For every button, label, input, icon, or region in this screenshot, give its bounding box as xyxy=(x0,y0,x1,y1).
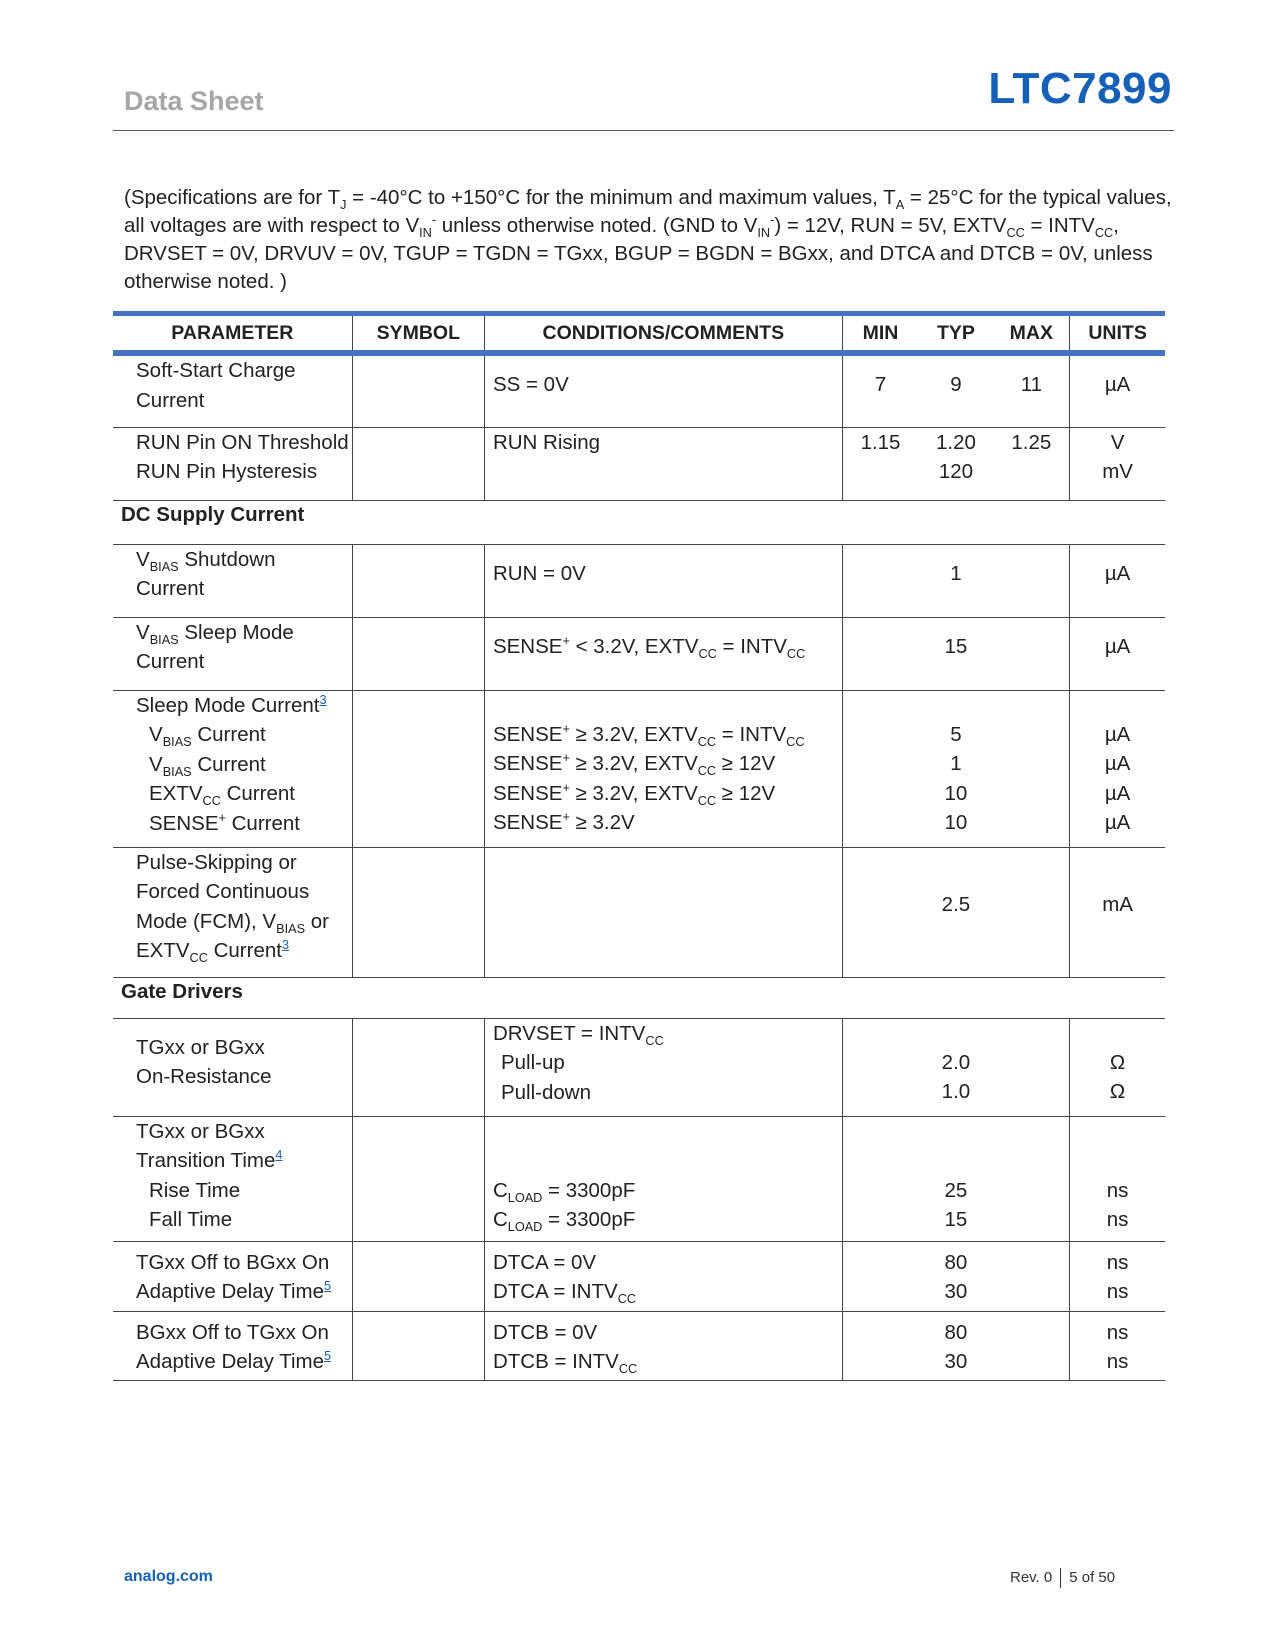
page-info xyxy=(1010,1568,1115,1588)
max-cell xyxy=(994,847,1070,977)
specification-conditions: (Specifications are for $T_J = -40^\circ C$ to +150°C for the minimum and maximum values, $T_A = 25^\circ C$ for the typical values, all voltages are with respect to $V_{IN}^-$ unless otherwise noted. (GND to $V_{IN}^-) = 12V$, RUN = 5V, $EXTV_{CC}$ = $INTV_{CC}$, DRVSET = 0V, DRVUV = 0V, TGUP = TGDN = TGxx, BGUP = BGDN = BGxx, and DTCA and DTCB = 0V, unless otherwise noted. ) xyxy=(124,186,1172,293)
units-cell: µA xyxy=(1070,617,1165,690)
header-divider xyxy=(113,130,1174,131)
max-cell xyxy=(994,1241,1070,1311)
footnote-link[interactable]: 3 xyxy=(319,691,327,707)
page-number: 5 of 50 xyxy=(1069,1568,1116,1586)
param-cell: Sleep Mode Current$^3$ $V_{BIAS}$ Current $V_{BIAS}$ Current $EXTV_{CC}$ Current SENSE+ Current xyxy=(113,690,352,847)
typ-cell: 5 1 10 10 xyxy=(918,690,993,847)
min-cell: 1.15 xyxy=(842,427,918,500)
units-cell: V mV xyxy=(1070,427,1165,500)
param-cell: TGxx or BGxx On-Resistance xyxy=(113,1018,352,1116)
col-header-typ: TYP xyxy=(918,314,993,354)
revision-label: Rev. 0 xyxy=(1010,1568,1053,1586)
document-type: Data Sheet xyxy=(124,86,264,116)
table-row xyxy=(113,1311,1165,1380)
typ-cell: 2.0 1.0 xyxy=(918,1018,993,1116)
typ-cell: 1.20 120 xyxy=(918,427,993,500)
condition-cell: DRVSET = $INTV_{CC}$ Pull-up Pull-down xyxy=(484,1018,842,1116)
table-row xyxy=(113,1018,1165,1116)
min-cell xyxy=(842,544,918,617)
section-title-gate-drivers: Gate Drivers xyxy=(113,977,1165,1018)
specifications-table xyxy=(113,311,1165,1381)
min-cell xyxy=(842,847,918,977)
condition-cell: SENSE+ ≥ 3.2V, $EXTV_{CC}$ = $INTV_{CC}$ SENSE+ ≥ 3.2V, $EXTV_{CC} \ge 12V$ SENSE+ ≥ 3.2V, $EXTV_{CC} \ge 12V$ SENSE+ ≥ 3.2V xyxy=(484,690,842,847)
section-row xyxy=(113,977,1165,1018)
min-cell xyxy=(842,1241,918,1311)
col-header-conditions: CONDITIONS/COMMENTS xyxy=(484,314,842,354)
condition-cell: RUN = 0V xyxy=(484,544,842,617)
condition-cell: DTCB = 0V DTCB = $INTV_{CC}$ xyxy=(484,1311,842,1380)
units-cell: ns ns xyxy=(1070,1311,1165,1380)
table-row xyxy=(113,1116,1165,1241)
param-cell: TGxx or BGxx Transition Time$^4$ Rise Time Fall Time xyxy=(113,1116,352,1241)
symbol-cell xyxy=(352,617,484,690)
symbol-cell xyxy=(352,544,484,617)
typ-cell: 9 xyxy=(918,353,993,427)
min-cell xyxy=(842,690,918,847)
symbol-cell xyxy=(352,1241,484,1311)
typ-cell: 80 30 xyxy=(918,1311,993,1380)
col-header-max: MAX xyxy=(994,314,1070,354)
symbol-cell xyxy=(352,1311,484,1380)
col-header-parameter: PARAMETER xyxy=(113,314,352,354)
max-cell xyxy=(994,690,1070,847)
units-cell: µA µA µA µA xyxy=(1070,690,1165,847)
units-cell: µA xyxy=(1070,544,1165,617)
max-cell xyxy=(994,1116,1070,1241)
part-number: LTC7899 xyxy=(988,64,1172,113)
min-cell xyxy=(842,1311,918,1380)
col-header-min: MIN xyxy=(842,314,918,354)
symbol-cell xyxy=(352,353,484,427)
min-cell xyxy=(842,1116,918,1241)
units-cell: Ω Ω xyxy=(1070,1018,1165,1116)
footnote-link[interactable]: 5 xyxy=(324,1278,332,1294)
table-row xyxy=(113,690,1165,847)
website-link[interactable]: analog.com xyxy=(124,1568,213,1585)
min-cell: 7 xyxy=(842,353,918,427)
condition-cell xyxy=(484,847,842,977)
typ-cell: 80 30 xyxy=(918,1241,993,1311)
condition-cell: SENSE+ < 3.2V, $EXTV_{CC}$ = $INTV_{CC}$ xyxy=(484,617,842,690)
symbol-cell xyxy=(352,1116,484,1241)
table-row xyxy=(113,544,1165,617)
table-row xyxy=(113,847,1165,977)
param-cell: $V_{BIAS}$ Shutdown Current xyxy=(113,544,352,617)
footnote-link[interactable]: 5 xyxy=(324,1348,332,1364)
symbol-cell xyxy=(352,427,484,500)
table-row xyxy=(113,617,1165,690)
table-row xyxy=(113,353,1165,427)
max-cell xyxy=(994,1018,1070,1116)
param-cell: Pulse-Skipping or Forced Continuous Mode (FCM), $V_{BIAS}$ or $EXTV_{CC}$ Current$^3$ xyxy=(113,847,352,977)
footer-divider xyxy=(1060,1568,1061,1588)
typ-cell: 15 xyxy=(918,617,993,690)
units-cell: mA xyxy=(1070,847,1165,977)
footnote-link[interactable]: 3 xyxy=(281,937,290,953)
param-cell: BGxx Off to TGxx On Adaptive Delay Time$^5$ xyxy=(113,1311,352,1380)
min-cell xyxy=(842,617,918,690)
symbol-cell xyxy=(352,1018,484,1116)
min-cell xyxy=(842,1018,918,1116)
symbol-cell xyxy=(352,690,484,847)
condition-cell: RUN Rising xyxy=(484,427,842,500)
param-cell: Soft-Start Charge Current xyxy=(113,353,352,427)
param-cell: RUN Pin ON Threshold RUN Pin Hysteresis xyxy=(113,427,352,500)
table-header-row xyxy=(113,314,1165,354)
units-cell: ns ns xyxy=(1070,1241,1165,1311)
param-cell: $V_{BIAS}$ Sleep Mode Current xyxy=(113,617,352,690)
condition-cell: DTCA = 0V DTCA = $INTV_{CC}$ xyxy=(484,1241,842,1311)
footnote-link[interactable]: 4 xyxy=(275,1147,283,1163)
param-cell: TGxx Off to BGxx On Adaptive Delay Time$^5$ xyxy=(113,1241,352,1311)
typ-cell: 25 15 xyxy=(918,1116,993,1241)
col-header-symbol: SYMBOL xyxy=(352,314,484,354)
section-row xyxy=(113,500,1165,544)
condition-cell: $C_{LOAD} = 3300pF$ $C_{LOAD} = 3300pF$ xyxy=(484,1116,842,1241)
table-row xyxy=(113,427,1165,500)
condition-cell: SS = 0V xyxy=(484,353,842,427)
section-title-dc-supply: DC Supply Current xyxy=(113,500,1165,544)
max-cell: 11 xyxy=(994,353,1070,427)
units-cell: µA xyxy=(1070,353,1165,427)
table-row xyxy=(113,1241,1165,1311)
typ-cell: 1 xyxy=(918,544,993,617)
max-cell xyxy=(994,617,1070,690)
col-header-units: UNITS xyxy=(1070,314,1165,354)
max-cell xyxy=(994,544,1070,617)
typ-cell: 2.5 xyxy=(918,847,993,977)
max-cell xyxy=(994,1311,1070,1380)
symbol-cell xyxy=(352,847,484,977)
max-cell: 1.25 xyxy=(994,427,1070,500)
units-cell: ns ns xyxy=(1070,1116,1165,1241)
